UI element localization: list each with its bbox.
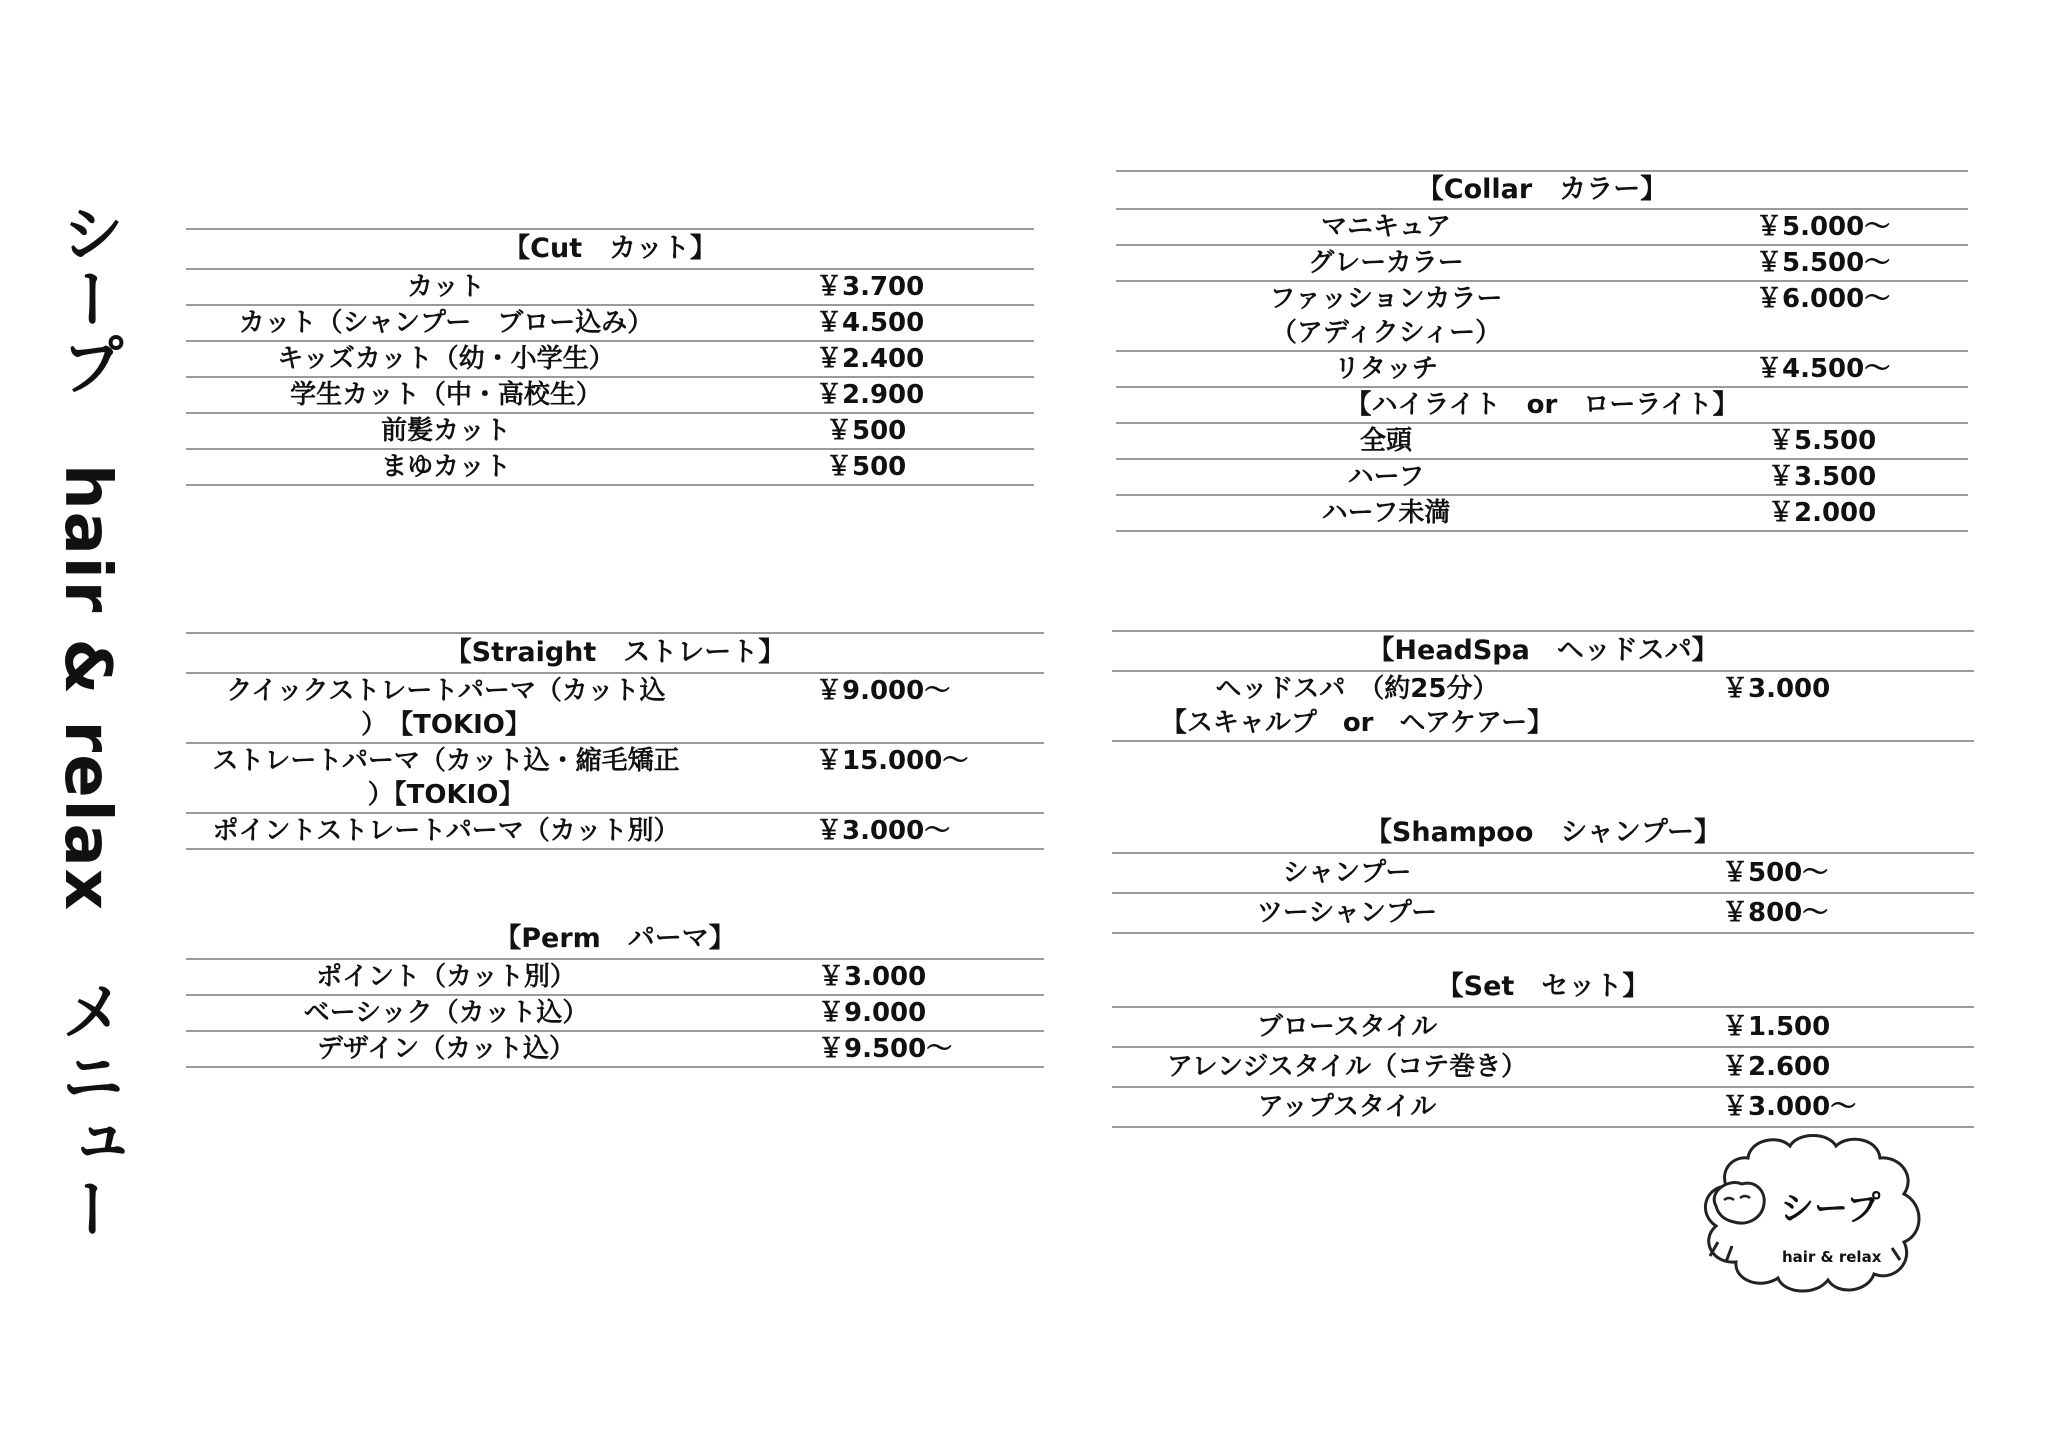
item-price: ￥4.500	[816, 308, 925, 338]
item-price: ￥3.000～	[816, 816, 951, 846]
item-price: ￥500	[826, 416, 907, 446]
item-name: ヘッドスパ （約25分） 【スキャルプ or ヘアケアー】	[1160, 674, 1554, 738]
perm-section	[186, 920, 1044, 1068]
item-price: ￥3.000～	[1722, 1092, 1857, 1122]
item-price: ￥15.000～	[816, 746, 969, 776]
item-name: カット	[407, 272, 485, 302]
straight-section	[186, 632, 1044, 850]
menu-row	[186, 958, 1044, 994]
menu-row	[186, 304, 1034, 340]
menu-row	[186, 812, 1044, 850]
item-name: 全頭	[1359, 426, 1412, 456]
menu-row	[1116, 458, 1968, 494]
item-name: ツーシャンプー	[1256, 898, 1438, 928]
item-price: ￥500	[826, 452, 907, 482]
headspa-title: 【HeadSpa ヘッドスパ】	[1112, 630, 1974, 670]
item-price: ￥2.900	[816, 380, 925, 410]
item-price: ￥9.500～	[818, 1034, 953, 1064]
item-name: ハーフ未満	[1321, 498, 1451, 528]
item-name: まゆカット	[381, 452, 511, 482]
menu-row	[1116, 208, 1968, 244]
item-name: アップスタイル	[1257, 1092, 1437, 1122]
menu-row	[1116, 422, 1968, 458]
menu-row	[186, 994, 1044, 1030]
item-price: ￥2.600	[1722, 1052, 1831, 1082]
item-name: デザイン（カット込）	[317, 1034, 575, 1064]
item-price: ￥3.700	[816, 272, 925, 302]
menu-row	[186, 448, 1034, 486]
item-name: リタッチ	[1333, 354, 1438, 384]
headspa-section	[1112, 630, 1974, 742]
sheep-face-icon	[1714, 1183, 1764, 1223]
cut-section	[186, 228, 1034, 486]
item-price: ￥800～	[1722, 898, 1829, 928]
set-title: 【Set セット】	[1436, 971, 1650, 1002]
item-price: ￥6.000～	[1756, 284, 1891, 314]
item-price: ￥3.500	[1768, 462, 1877, 492]
item-price: ￥9.000	[818, 998, 927, 1028]
menu-row	[1112, 670, 1974, 742]
menu-row	[186, 340, 1034, 376]
menu-row	[1112, 1006, 1974, 1046]
item-name: ベーシック（カット込）	[303, 998, 589, 1028]
shampoo-title: 【Shampoo シャンプー】	[1364, 817, 1722, 848]
sheep-logo	[1688, 1128, 1938, 1298]
page-title: シープ hair & relax メニュー	[50, 200, 124, 1242]
menu-row	[1112, 852, 1974, 892]
item-name: グレーカラー	[1308, 248, 1464, 278]
item-name: ファッションカラー （アディクシィー）	[1269, 284, 1503, 348]
menu-row	[1116, 494, 1968, 532]
color-section	[1116, 170, 1968, 532]
menu-subheading-row	[1116, 386, 1968, 422]
menu-row	[186, 742, 1044, 812]
item-name: ポイント（カット別）	[316, 962, 576, 992]
cut-title: 【Cut カット】	[186, 228, 1034, 268]
item-name: カット（シャンプー ブロー込み）	[238, 308, 654, 338]
logo-subtitle: hair & relax	[1782, 1248, 1882, 1266]
item-name: ポイントストレートパーマ（カット別）	[212, 816, 680, 846]
item-price: ￥3.000	[818, 962, 927, 992]
set-section	[1112, 968, 1974, 1128]
item-name: 前髪カット	[381, 416, 511, 446]
item-price: ￥5.500	[1768, 426, 1877, 456]
item-price: ￥500～	[1722, 858, 1829, 888]
item-price: ￥2.400	[816, 344, 925, 374]
menu-row	[186, 376, 1034, 412]
menu-row	[186, 268, 1034, 304]
item-name: アレンジスタイル（コテ巻き）	[1166, 1052, 1528, 1082]
item-price: ￥5.500～	[1756, 248, 1891, 278]
item-name: マニキュア	[1320, 212, 1451, 242]
menu-row	[1116, 280, 1968, 350]
menu-row	[1116, 244, 1968, 280]
item-name: キッズカット（幼・小学生）	[277, 344, 615, 374]
menu-row	[1112, 1086, 1974, 1128]
item-name: ブロースタイル	[1256, 1012, 1438, 1042]
item-name: クイックストレートパーマ（カット込 ） 【TOKIO】	[226, 676, 666, 740]
menu-row	[1112, 892, 1974, 934]
item-price: ￥5.000～	[1756, 212, 1891, 242]
item-name: ストレートパーマ（カット込・縮毛矯正 ）【TOKIO】	[212, 746, 680, 810]
perm-title: 【Perm パーマ】	[494, 923, 736, 954]
item-price: ￥4.500～	[1756, 354, 1891, 384]
logo-name: シープ	[1780, 1189, 1881, 1229]
menu-row	[186, 1030, 1044, 1068]
highlight-subheading: 【ハイライト or ローライト】	[1345, 390, 1739, 420]
menu-row	[1112, 1046, 1974, 1086]
item-name: ハーフ	[1347, 462, 1425, 492]
item-price: ￥3.000	[1722, 674, 1831, 704]
shampoo-section	[1112, 814, 1974, 934]
item-price: ￥1.500	[1722, 1012, 1831, 1042]
item-price: ￥9.000～	[816, 676, 951, 706]
color-title: 【Collar カラー】	[1116, 170, 1968, 208]
item-name: 学生カット（中・高校生）	[290, 380, 602, 410]
item-name: シャンプー	[1282, 858, 1412, 888]
item-price: ￥2.000	[1768, 498, 1877, 528]
menu-row	[1116, 350, 1968, 386]
menu-row	[186, 412, 1034, 448]
menu-row	[186, 672, 1044, 742]
straight-title: 【Straight ストレート】	[186, 632, 1044, 672]
